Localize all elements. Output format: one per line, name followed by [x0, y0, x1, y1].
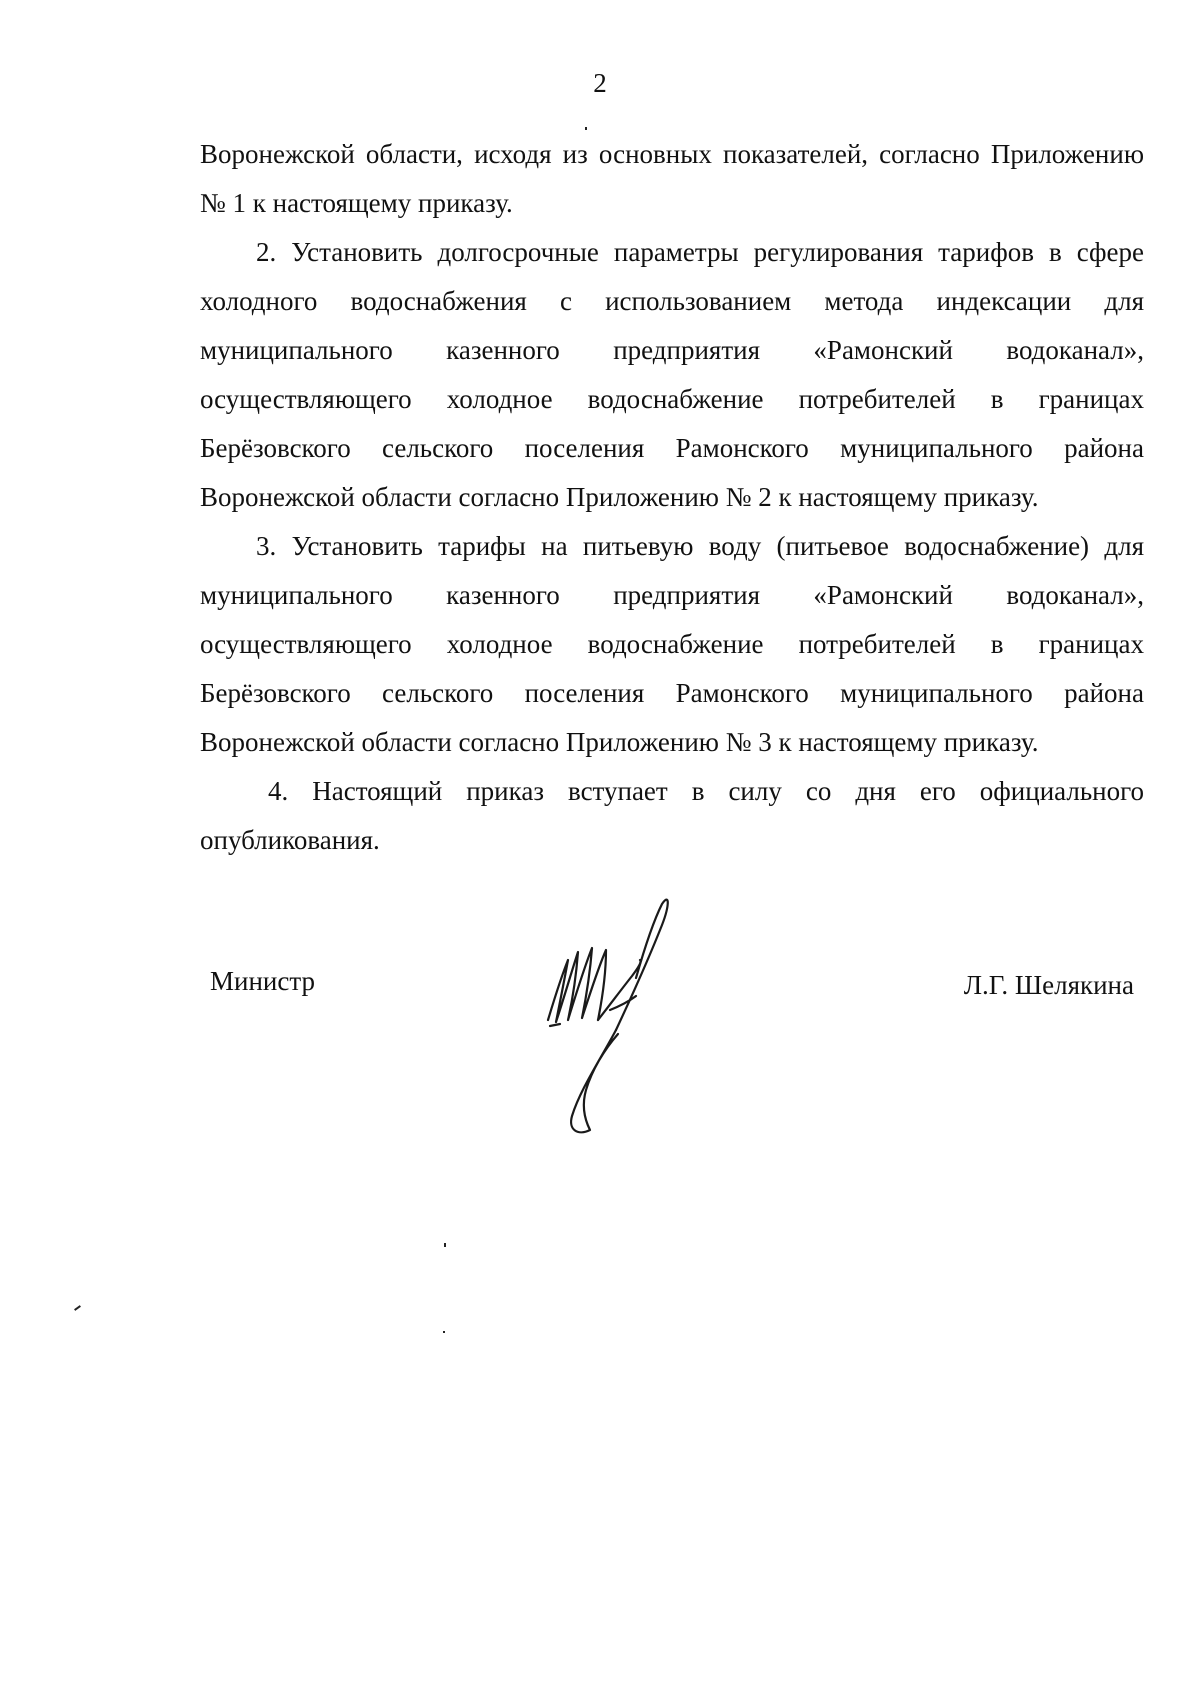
paragraph-item-4: 4. Настоящий приказ вступает в силу со дня его официального опубликования.	[200, 776, 1144, 855]
scan-speck	[443, 1331, 445, 1333]
paragraph-item-3: 3. Установить тарифы на питьевую воду (питьевое водоснабжение) для муниципального казенного предприятия «Рамонский водоканал», осуществляющего холодное водоснабжение потребителей в границах Берёзовского сельского поселения Рамонского муниципального района Воронежской области согласно Приложению № 3 к настоящему приказу.	[200, 531, 1144, 757]
paragraph-item-2: 2. Установить долгосрочные параметры регулирования тарифов в сфере холодного водоснабжения с использованием метода индексации для муниципального казенного предприятия «Рамонский водоканал», осуществляющего холодное водоснабжение потребителей в границах Берёзовского сельского поселения Рамонского муниципального района Воронежской области согласно Приложению № 2 к настоящему приказу.	[200, 237, 1144, 512]
signatory-position: Министр	[210, 966, 315, 996]
signatory-name: Л.Г. Шелякина	[963, 970, 1134, 1000]
document-body	[200, 130, 1144, 865]
scan-speck	[444, 1243, 446, 1247]
page-number: 2	[593, 68, 607, 98]
paragraph-continuation: Воронежской области, исходя из основных показателей, согласно Приложению № 1 к настоящему приказу.	[200, 139, 1144, 218]
scan-speck	[585, 127, 587, 130]
signature-block	[0, 950, 1200, 1150]
scan-speck	[74, 1305, 81, 1311]
handwritten-signature	[520, 890, 720, 1150]
